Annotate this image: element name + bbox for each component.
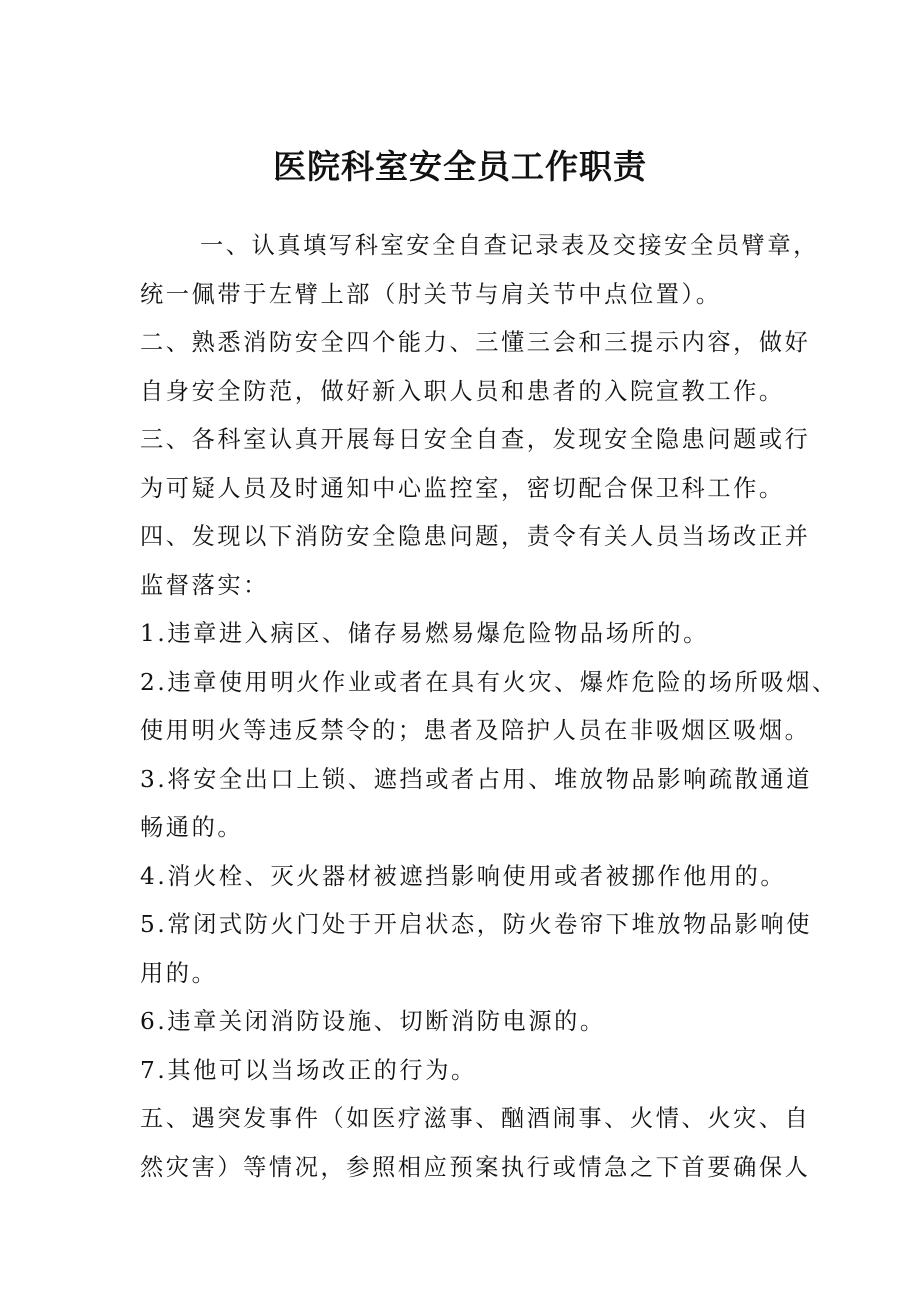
document-body: [140, 222, 838, 1192]
list-item-line: 5.常闭式防火门处于开启状态，防火卷帘下堆放物品影响使: [140, 911, 813, 938]
list-item-line: 1.违章进入病区、储存易燃易爆危险物品场所的。: [140, 620, 709, 647]
paragraph-line: 一、认真填写科室安全自查记录表及交接安全员臂章，: [200, 232, 819, 259]
paragraph-line: 五、遇突发事件（如医疗滋事、酗酒闹事、火情、火灾、自: [140, 1105, 811, 1132]
document-title: 医院科室安全员工作职责: [273, 147, 647, 186]
paragraph-line: 二、熟悉消防安全四个能力、三懂三会和三提示内容，做好: [140, 329, 811, 356]
list-item-line: 7.其他可以当场改正的行为。: [140, 1056, 477, 1084]
paragraph-line: 监督落实：: [140, 571, 269, 599]
paragraph-line: 然灾害）等情况，参照相应预案执行或情急之下首要确保人: [140, 1153, 811, 1181]
list-item-line: 4.消火栓、灭火器材被遮挡影响使用或者被挪作他用的。: [140, 862, 787, 890]
paragraph-line: 自身安全防范，做好新入职人员和患者的入院宣教工作。: [140, 377, 785, 405]
list-item-line: 2.违章使用明火作业或者在具有火灾、爆炸危险的场所吸烟、: [140, 668, 838, 696]
paragraph-line: 四、发现以下消防安全隐患问题，责令有关人员当场改正并: [140, 523, 811, 550]
list-item-line: 6.违章关闭消防设施、切断消防电源的。: [140, 1008, 606, 1035]
list-item-line: 3.将安全出口上锁、遮挡或者占用、堆放物品影响疏散通道: [140, 765, 813, 793]
list-item-line: 畅通的。: [140, 814, 244, 841]
paragraph-line: 为可疑人员及时通知中心监控室，密切配合保卫科工作。: [140, 474, 785, 502]
list-item-line: 用的。: [140, 959, 218, 987]
list-item-line: 使用明火等违反禁令的；患者及陪护人员在非吸烟区吸烟。: [140, 717, 811, 744]
paragraph-line: 统一佩带于左臂上部（肘关节与肩关节中点位置）。: [140, 280, 722, 308]
paragraph-line: 三、各科室认真开展每日安全自查，发现安全隐患问题或行: [140, 426, 811, 453]
